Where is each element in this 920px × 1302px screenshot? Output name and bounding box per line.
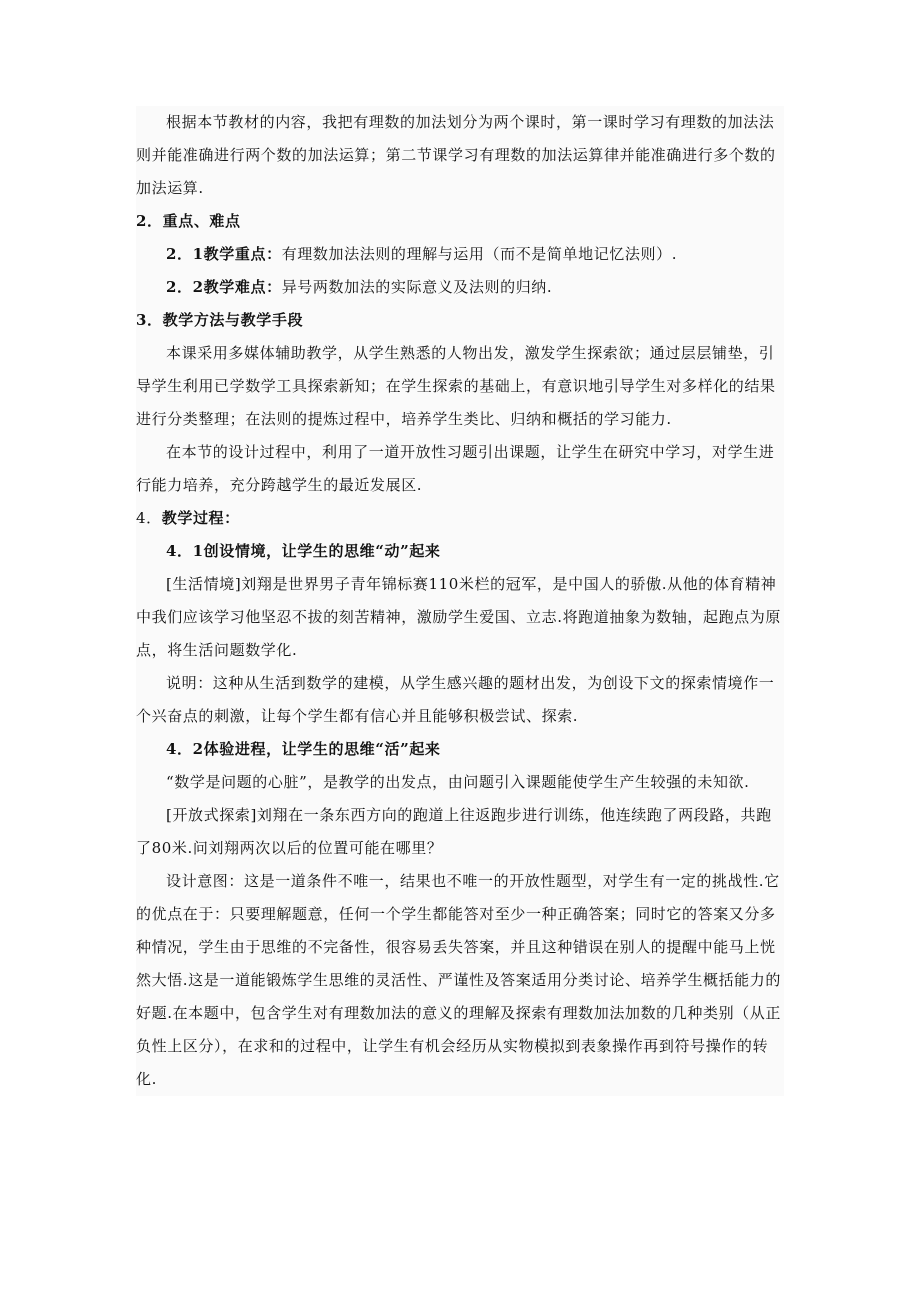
- heading-process-number: 4．: [136, 509, 162, 527]
- paragraph-math-heart: “数学是问题的心脏”，是教学的出发点，由问题引入课题能使学生产生较强的未知欲.: [166, 773, 750, 791]
- paragraph-design: 在本节的设计过程中，利用了一道开放性习题引出课题，让学生在研究中学习，对学生进行能力培养，充分跨越学生的最近发展区.: [136, 443, 775, 494]
- paragraph-explanation: 说明：这种从生活到数学的建模，从学生感兴趣的题材出发，为创设下文的探索情境作一个兴奋点的刺激，让每个学生都有信心并且能够积极尝试、探索.: [136, 674, 775, 725]
- teaching-difficulty-label: 2．2教学难点：: [166, 278, 282, 296]
- heading-methods: 3．教学方法与教学手段: [136, 311, 304, 329]
- paragraph-design-intent: 设计意图：这是一道条件不唯一，结果也不唯一的开放性题型，对学生有一定的挑战性.它的优点在于：只要理解题意，任何一个学生都能答对至少一种正确答案；同时它的答案又分多种情况，学生由于思维的不完备性，很容易丢失答案，并且这种错误在别人的提醒中能马上恍然大悟.这是一道能锻炼学生思维的灵活性、严谨性及答案适用分类讨论、培养学生概括能力的好题.在本题中，包含学生对有理数加法的意义的理解及探索有理数加法加数的几种类别（从正负性上区分），在求和的过程中，让学生有机会经历从实物模拟到表象操作再到符号操作的转化.: [136, 872, 781, 1088]
- paragraph-open-exploration: [开放式探索]刘翔在一条东西方向的跑道上往返跑步进行训练，他连续跑了两段路，共跑了80米.问刘翔两次以后的位置可能在哪里？: [136, 806, 772, 857]
- subheading-4-2: 4．2体验进程，让学生的思维“活”起来: [166, 740, 441, 758]
- teaching-difficulty: [136, 271, 784, 304]
- teaching-difficulty-text: 异号两数加法的实际意义及法则的归纳.: [281, 278, 553, 296]
- paragraph-life-scenario: [生活情境]刘翔是世界男子青年锦标赛110米栏的冠军，是中国人的骄傲.从他的体育精神中我们应该学习他坚忍不拔的刻苦精神，激励学生爱国、立志.将跑道抽象为数轴，起跑点为原点，将生活问题数学化.: [136, 575, 781, 659]
- teaching-focus: [136, 238, 784, 271]
- heading-key-points: 2．重点、难点: [136, 212, 241, 230]
- paragraph-methods: 本课采用多媒体辅助教学，从学生熟悉的人物出发，激发学生探索欲；通过层层铺垫，引导学生利用已学数学工具探索新知；在学生探索的基础上，有意识地引导学生对多样化的结果进行分类整理；在法则的提炼过程中，培养学生类比、归纳和概括的学习能力.: [136, 344, 776, 428]
- heading-process: [136, 502, 784, 535]
- heading-process-text: 教学过程：: [161, 509, 240, 527]
- paragraph-course-plan: 根据本节教材的内容，我把有理数的加法划分为两个课时，第一课时学习有理数的加法法则并能准确进行两个数的加法运算；第二节课学习有理数的加法运算律并能准确进行多个数的加法运算.: [136, 113, 776, 197]
- subheading-4-1: 4．1创设情境，让学生的思维“动”起来: [166, 542, 441, 560]
- teaching-focus-label: 2．1教学重点：: [166, 245, 282, 263]
- document-body: [136, 106, 784, 1096]
- teaching-focus-text: 有理数加法法则的理解与运用（而不是简单地记忆法则）.: [281, 245, 678, 263]
